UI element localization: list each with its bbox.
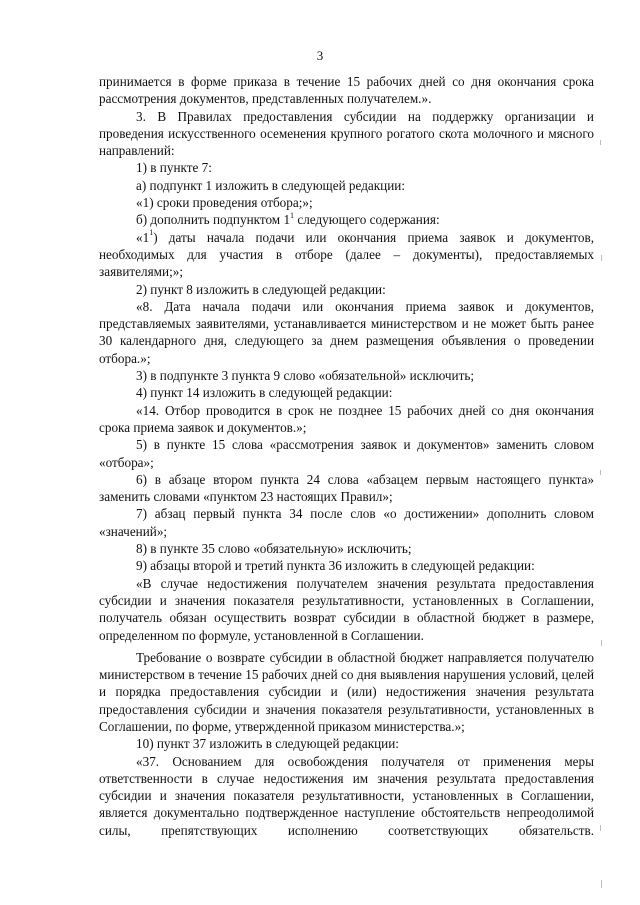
paragraph: «В случае недостижения получателем значения результата предоставления субсидии и значения показателя результативности, установленных в Соглашении, получатель обязан осуществить возврат субсидии в областной бюджет в размере, определенном по формуле, установленной в Соглашении. — [99, 575, 594, 643]
paragraph: «8. Дата начала подачи или окончания приема заявок и документов, представляемых заявителями, устанавливается министерством и не может быть ранее 30 календарного дня, следующего за днем размещения объявления о проведении отбора.»; — [99, 298, 594, 366]
paragraph: 7) абзац первый пункта 34 после слов «о достижении» дополнить словом «значений»; — [99, 506, 594, 539]
paragraph: 8) в пункте 35 слово «обязательную» исключить; — [136, 541, 412, 557]
paragraph: «$1^1$) даты начала подачи или окончания приема заявок и документов, необходимых для участия в отборе (далее – документы), предоставляемых заявителями;»; — [99, 228, 594, 280]
page-number: 3 — [316, 48, 324, 63]
paragraph: 5) в пункте 15 слова «рассмотрения заявок и документов» заменить словом «отбора»; — [99, 437, 594, 470]
paragraph: б) дополнить подпунктом $1^1$ следующего содержания: — [136, 210, 440, 228]
paragraph: 2) пункт 8 изложить в следующей редакции: — [136, 281, 386, 297]
scan-mark — [600, 140, 601, 145]
paragraph: принимается в форме приказа в течение 15 рабочих дней со дня окончания срока рассмотрения документов, представленных получателем.». — [99, 74, 594, 107]
scan-mark — [601, 880, 602, 888]
paragraph: 4) пункт 14 изложить в следующей редакции: — [136, 385, 393, 401]
paragraph: «14. Отбор проводится в срок не позднее 15 рабочих дней со дня окончания срока приема заявок и документов.»; — [99, 402, 594, 435]
scan-mark — [601, 255, 602, 261]
paragraph: 6) в абзаце втором пункта 24 слова «абзацем первым настоящего пункта» заменить словами «пунктом 23 настоящих Правил»; — [99, 471, 594, 505]
paragraph: «1) сроки проведения отбора;»; — [136, 195, 313, 211]
scan-mark — [601, 640, 602, 646]
superscript: 1 — [149, 228, 154, 238]
document-body — [99, 73, 594, 839]
paragraph: 1) в пункте 7: — [136, 160, 212, 176]
paragraph: 9) абзацы второй и третий пункта 36 изложить в следующей редакции: — [136, 558, 535, 574]
paragraph: а) подпункт 1 изложить в следующей редакции: — [136, 177, 406, 193]
superscript: 1 — [290, 210, 295, 220]
scan-mark — [600, 470, 601, 475]
paragraph: 3) в подпункте 3 пункта 9 слово «обязательной» исключить; — [136, 368, 475, 384]
paragraph: 10) пункт 37 изложить в следующей редакции: — [136, 736, 399, 752]
paragraph: «37. Основанием для освобождения получателя от применения меры ответственности в случае недостижения им значения результата предоставления субсидии и значения показателя результативности, установленных в Соглашении, является документально подтвержденное наступление обстоятельств непреодолимой силы, препятствующих исполнению соответствующих обязательств. — [99, 753, 594, 838]
paragraph: Требование о возврате субсидии в областной бюджет направляется получателю министерством в течение 15 рабочих дней со дня выявления нарушения условий, целей и порядка предоставления субсидии и (или) недостижения значения результата предоставления субсидии и значения показателя результативности, установленных в Соглашении, по форме, утвержденной приказом министерства.»; — [99, 649, 594, 734]
scan-mark — [600, 825, 601, 831]
paragraph: 3. В Правилах предоставления субсидии на поддержку организации и проведения искусственного осеменения крупного рогатого скота молочного и мясного направлений: — [99, 108, 594, 159]
